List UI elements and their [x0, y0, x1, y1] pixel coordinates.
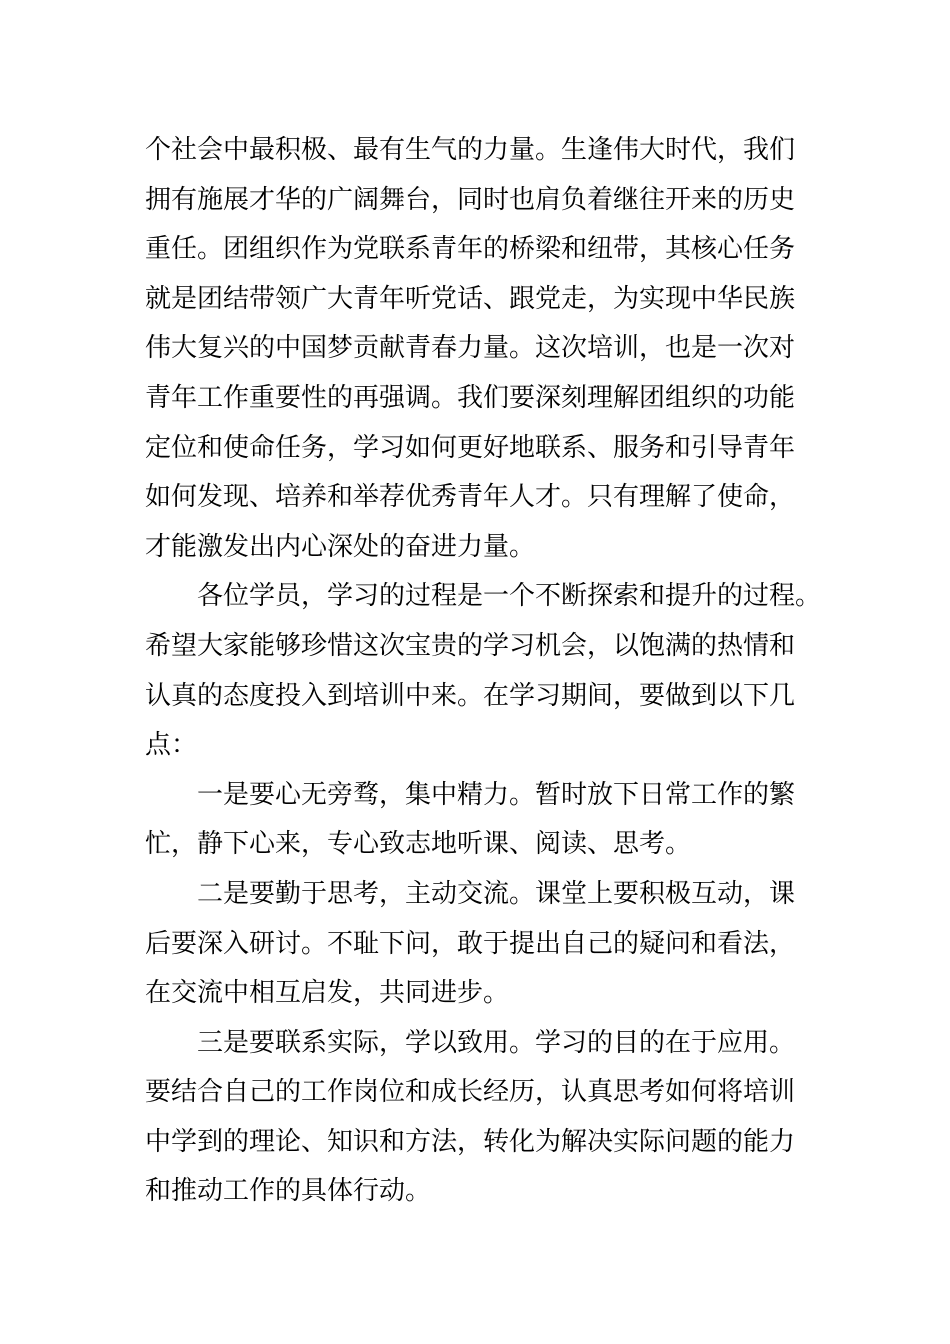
text-line: 青年工作重要性的再强调。我们要深刻理解团组织的功能: [145, 382, 796, 413]
text-line: 在交流中相互启发，共同进步。: [145, 978, 510, 1009]
text-line: 如何发现、培养和举荐优秀青年人才。只有理解了使命，: [145, 482, 796, 513]
paragraph-start-line: 三是要联系实际，学以致用。学习的目的在于应用。: [197, 1027, 796, 1058]
text-line: 后要深入研讨。不耻下问，敢于提出自己的疑问和看法，: [145, 928, 796, 959]
paragraph-start-line: 二是要勤于思考，主动交流。课堂上要积极互动，课: [197, 878, 796, 909]
text-line: 才能激发出内心深处的奋进力量。: [145, 531, 536, 562]
text-line: 认真的态度投入到培训中来。在学习期间，要做到以下几: [145, 680, 796, 711]
text-line: 希望大家能够珍惜这次宝贵的学习机会，以饱满的热情和: [145, 630, 796, 661]
body-text: [145, 126, 825, 1217]
text-line: 重任。团组织作为党联系青年的桥梁和纽带，其核心任务: [145, 234, 796, 265]
text-line: 忙，静下心来，专心致志地听课、阅读、思考。: [145, 829, 692, 860]
text-line: 个社会中最积极、最有生气的力量。生逢伟大时代，我们: [145, 135, 796, 165]
paragraph-start-line: 各位学员，学习的过程是一个不断探索和提升的过程。: [197, 581, 822, 612]
text-line: 和推动工作的具体行动。: [145, 1176, 432, 1207]
text-line: 就是团结带领广大青年听党话、跟党走，为实现中华民族: [145, 283, 796, 314]
text-line: 伟大复兴的中国梦贡献青春力量。这次培训，也是一次对: [145, 333, 796, 364]
text-line: 点：: [145, 730, 198, 761]
paragraph-start-line: 一是要心无旁骛，集中精力。暂时放下日常工作的繁: [197, 779, 796, 810]
text-line: 拥有施展才华的广阔舞台，同时也肩负着继往开来的历史: [145, 184, 796, 215]
text-line: 要结合自己的工作岗位和成长经历，认真思考如何将培训: [145, 1077, 796, 1108]
text-line: 中学到的理论、知识和方法，转化为解决实际问题的能力: [145, 1126, 796, 1157]
text-line: 定位和使命任务，学习如何更好地联系、服务和引导青年: [145, 432, 796, 463]
